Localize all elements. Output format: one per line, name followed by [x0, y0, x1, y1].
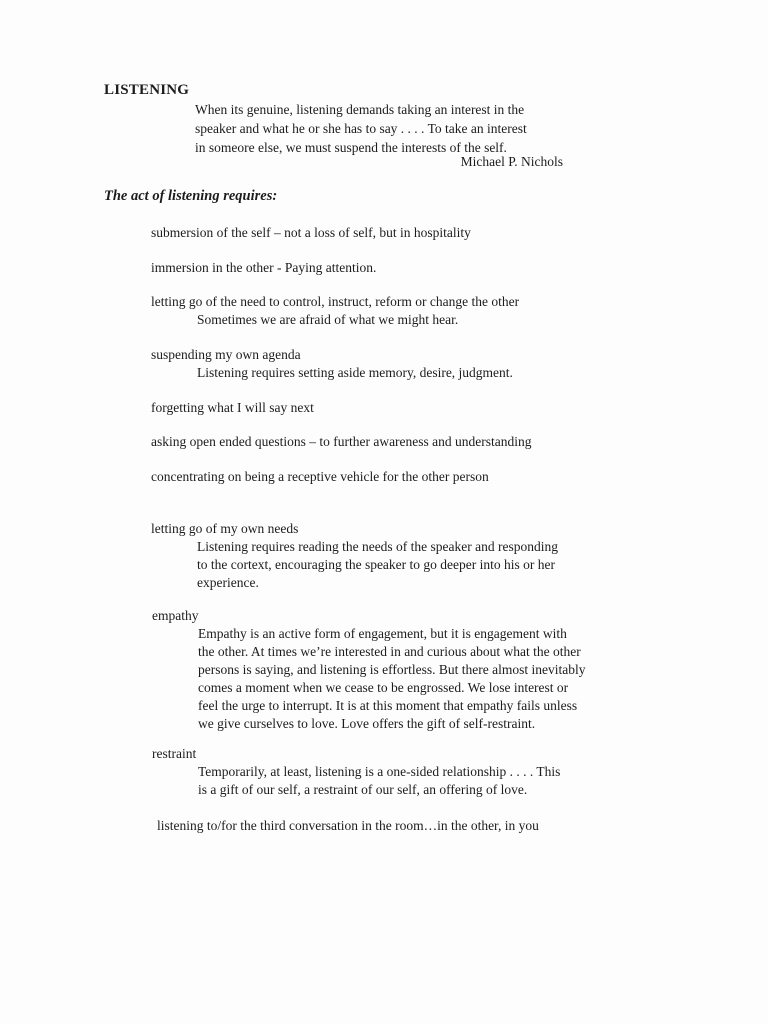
item-detail-line: Sometimes we are afraid of what we might hear.	[197, 312, 459, 327]
item-term: listening to/for the third conversation in the room…in the other, in you	[157, 818, 539, 833]
item-detail-line: feel the urge to interrupt. It is at this moment that empathy fails unless	[198, 698, 578, 713]
item-term: letting go of my own needs	[151, 521, 299, 536]
epigraph-quote	[195, 100, 575, 157]
list-item-open-questions	[151, 433, 532, 451]
item-term: restraint	[152, 746, 197, 761]
list-item-third-conversation	[157, 817, 539, 835]
item-detail	[151, 311, 617, 329]
item-term: immersion in the other - Paying attention.	[151, 260, 377, 275]
epigraph-attribution: Michael P. Nichols	[460, 154, 563, 169]
item-term: concentrating on being a receptive vehicle for the other person	[151, 469, 489, 484]
list-item-immersion	[151, 259, 376, 277]
item-detail-line: comes a moment when we cease to be engrossed. We lose interest or	[198, 680, 569, 695]
document-title: LISTENING	[104, 82, 190, 98]
item-detail	[151, 364, 617, 382]
item-term: empathy	[152, 608, 199, 623]
item-detail-line: Listening requires setting aside memory, desire, judgment.	[197, 365, 513, 380]
list-item-receptive-vehicle	[151, 468, 489, 486]
item-detail-line: persons is saying, and listening is effortless. But there almost inevitably	[198, 662, 586, 677]
item-detail-line: Empathy is an active form of engagement, but it is engagement with	[198, 626, 567, 641]
epigraph-line: When its genuine, listening demands taking an interest in the	[195, 102, 525, 117]
item-detail-line: Listening requires reading the needs of the speaker and responding	[197, 539, 559, 554]
section-subheading: The act of listening requires:	[104, 188, 278, 204]
item-term: asking open ended questions – to further awareness and understanding	[151, 434, 532, 449]
list-item-submersion	[151, 224, 471, 242]
item-detail-line: to the cortext, encouraging the speaker to go deeper into his or her	[197, 557, 556, 572]
list-item-forgetting	[151, 399, 314, 417]
item-detail-line: is a gift of our self, a restraint of our self, an offering of love.	[198, 782, 528, 797]
list-item-suspending-agenda	[151, 346, 617, 382]
list-item-letting-go-control	[151, 293, 617, 329]
item-detail	[151, 538, 617, 592]
list-item-empathy	[152, 607, 638, 733]
epigraph-line: in someore else, we must suspend the interests of the self.	[195, 140, 507, 155]
epigraph-line: speaker and what he or she has to say . . . . To take an interest	[195, 121, 527, 136]
item-term: suspending my own agenda	[151, 347, 301, 362]
item-detail	[152, 763, 618, 799]
item-term: submersion of the self – not a loss of self, but in hospitality	[151, 225, 471, 240]
item-term: forgetting what I will say next	[151, 400, 314, 415]
item-detail-line: we give curselves to love. Love offers the gift of self-restraint.	[198, 716, 536, 731]
item-term: letting go of the need to control, instruct, reform or change the other	[151, 294, 520, 309]
item-detail-line: the other. At times we’re interested in and curious about what the other	[198, 644, 581, 659]
item-detail-line: Temporarily, at least, listening is a one-sided relationship . . . . This	[198, 764, 561, 779]
list-item-own-needs	[151, 520, 617, 592]
item-detail	[152, 625, 638, 733]
list-item-restraint	[152, 745, 618, 799]
item-detail-line: experience.	[197, 575, 259, 590]
